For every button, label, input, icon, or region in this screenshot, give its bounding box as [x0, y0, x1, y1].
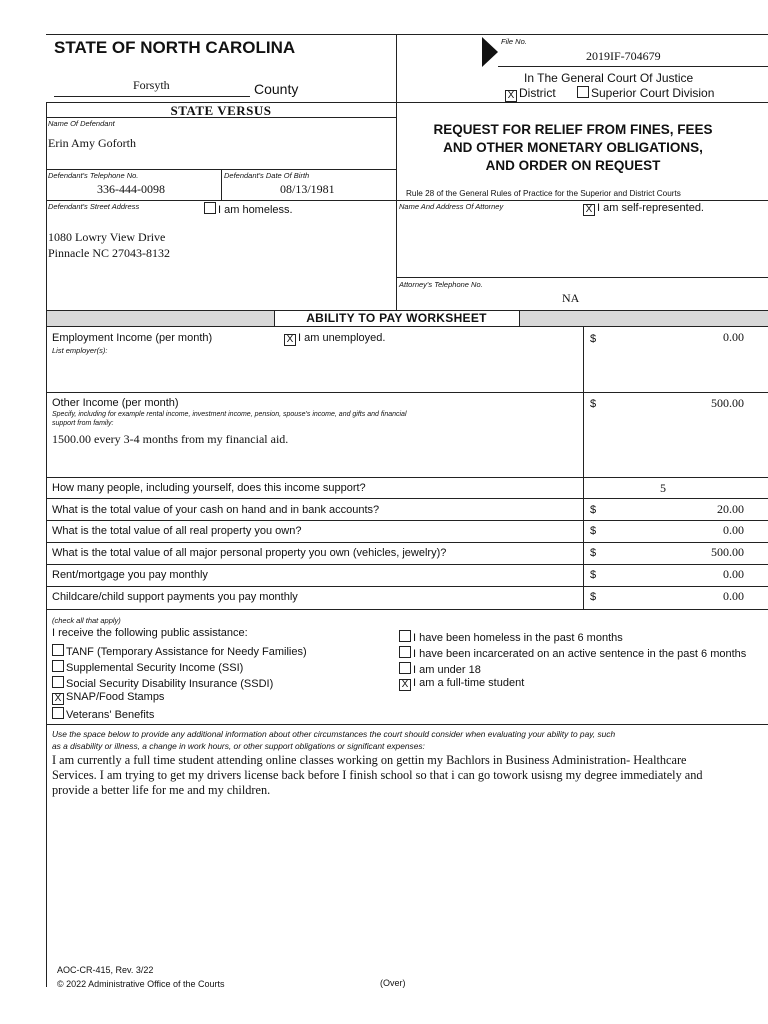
full-time-student-label: I am a full-time student — [413, 677, 525, 689]
district-checkbox[interactable]: X — [505, 90, 517, 102]
request-title-line-2: AND OTHER MONETARY OBLIGATIONS, — [443, 140, 703, 155]
rent-currency: $ — [590, 569, 597, 581]
district-option[interactable] — [505, 86, 556, 102]
ssdi-label: Social Security Disability Insurance (SSDI) — [66, 678, 274, 690]
cash-currency: $ — [590, 504, 597, 516]
form-number: AOC-CR-415, Rev. 3/22 — [57, 965, 154, 975]
county-label: County — [254, 81, 299, 97]
tanf-option[interactable] — [52, 644, 307, 658]
other-income-detail: 1500.00 every 3-4 months from my financial aid. — [52, 432, 289, 446]
veterans-label: Veterans' Benefits — [66, 709, 155, 721]
homeless-option[interactable] — [204, 202, 293, 216]
veterans-checkbox[interactable] — [52, 707, 64, 719]
state-title: STATE OF NORTH CAROLINA — [54, 38, 296, 57]
request-title-line-1: REQUEST FOR RELIEF FROM FINES, FEES — [433, 122, 713, 137]
worksheet-title: ABILITY TO PAY WORKSHEET — [306, 311, 487, 325]
real-property-currency: $ — [590, 525, 597, 537]
employment-income-label: Employment Income (per month) — [52, 332, 213, 344]
defendant-name: Erin Amy Goforth — [48, 136, 136, 150]
ssi-label: Supplemental Security Income (SSI) — [66, 662, 244, 674]
ssi-checkbox[interactable] — [52, 660, 64, 672]
tanf-checkbox[interactable] — [52, 644, 64, 656]
defendant-name-label: Name Of Defendant — [48, 119, 115, 128]
homeless-past-checkbox[interactable] — [399, 630, 411, 642]
defendant-phone: 336-444-0098 — [97, 182, 165, 196]
veterans-option[interactable] — [52, 707, 154, 721]
request-title — [400, 121, 746, 175]
homeless-past-label: I have been homeless in the past 6 months — [413, 632, 623, 644]
full-time-student-checkbox[interactable]: X — [399, 679, 411, 691]
defendant-dob: 08/13/1981 — [280, 182, 335, 196]
county-value: Forsyth — [133, 78, 170, 92]
personal-property-question: What is the total value of all major personal property you own (vehicles, jewelry)? — [52, 547, 447, 559]
superior-label: Superior Court Division — [591, 86, 715, 100]
under-18-label: I am under 18 — [413, 664, 481, 676]
employment-currency: $ — [590, 333, 597, 345]
full-time-student-option[interactable] — [399, 677, 524, 691]
real-property-amount: 0.00 — [723, 523, 744, 537]
over-note: (Over) — [380, 978, 406, 988]
childcare-amount: 0.00 — [723, 589, 744, 603]
attorney-phone: NA — [562, 291, 580, 305]
cash-question: What is the total value of your cash on hand and in bank accounts? — [52, 504, 380, 516]
rent-question: Rent/mortgage you pay monthly — [52, 569, 208, 581]
cash-amount: 20.00 — [717, 502, 744, 516]
unemployed-checkbox[interactable]: X — [284, 334, 296, 346]
self-represented-option[interactable] — [583, 202, 704, 216]
self-represented-checkbox[interactable]: X — [583, 204, 595, 216]
other-income-amount: 500.00 — [711, 396, 744, 410]
unemployed-label: I am unemployed. — [298, 332, 386, 344]
address-label: Defendant's Street Address — [48, 202, 140, 211]
district-label: District — [519, 86, 556, 100]
employment-amount: 0.00 — [723, 330, 744, 344]
additional-text-line-2: Services. I am trying to get my drivers license back before I finish school so that i can go towork usisng my degree immediately and — [52, 768, 703, 782]
additional-instructions-1: Use the space below to provide any additional information about other circumstances the court should consider when evaluating your ability to pay, such — [52, 729, 616, 739]
additional-text-line-3: provide a better life for me and my children. — [52, 783, 271, 797]
homeless-checkbox[interactable] — [204, 202, 216, 214]
people-supported-question: How many people, including yourself, does this income support? — [52, 482, 366, 494]
personal-property-amount: 500.00 — [711, 545, 744, 559]
state-versus-heading: STATE VERSUS — [170, 103, 272, 118]
self-represented-label: I am self-represented. — [597, 202, 704, 214]
homeless-past-option[interactable] — [399, 630, 623, 644]
address-line-1: 1080 Lowry View Drive — [48, 230, 166, 244]
ssdi-checkbox[interactable] — [52, 676, 64, 688]
superior-option[interactable] — [577, 86, 714, 100]
tanf-label: TANF (Temporary Assistance for Needy Families) — [66, 646, 307, 658]
additional-text — [52, 753, 703, 798]
snap-label: SNAP/Food Stamps — [66, 691, 165, 703]
ssdi-option[interactable] — [52, 676, 273, 690]
rule-reference: Rule 28 of the General Rules of Practice for the Superior and District Courts — [406, 189, 681, 198]
list-employers-label: List employer(s): — [52, 346, 108, 355]
under-18-checkbox[interactable] — [399, 662, 411, 674]
address-line-2: Pinnacle NC 27043-8132 — [48, 246, 170, 260]
request-title-line-3: AND ORDER ON REQUEST — [485, 158, 661, 173]
other-income-note-2: support from family: — [52, 420, 114, 427]
personal-property-currency: $ — [590, 547, 597, 559]
copyright: © 2022 Administrative Office of the Courts — [57, 979, 225, 989]
incarcerated-option[interactable] — [399, 646, 746, 660]
file-no-label: File No. — [501, 37, 527, 46]
incarcerated-label: I have been incarcerated on an active sentence in the past 6 months — [413, 648, 747, 660]
check-all-note: (check all that apply) — [52, 616, 121, 625]
court-title: In The General Court Of Justice — [524, 71, 694, 85]
other-income-note-1: Specify, including for example rental income, investment income, pension, spouse's income, and gifts and financial — [52, 411, 407, 418]
additional-text-line-1: I am currently a full time student attending online classes working on gettin my Bachlors in Business Administration- Healthcare — [52, 753, 687, 767]
additional-instructions-2: as a disability or illness, a change in work hours, or other support obligations or significant expenses: — [52, 741, 425, 751]
attorney-phone-label: Attorney's Telephone No. — [399, 280, 483, 289]
childcare-currency: $ — [590, 591, 597, 603]
people-supported-value: 5 — [660, 481, 666, 495]
under-18-option[interactable] — [399, 662, 481, 676]
homeless-label: I am homeless. — [218, 204, 293, 216]
file-no-arrow-icon — [482, 37, 498, 67]
unemployed-option[interactable] — [284, 332, 385, 346]
attorney-label: Name And Address Of Attorney — [399, 202, 504, 211]
rent-amount: 0.00 — [723, 567, 744, 581]
file-no-value: 2019IF-704679 — [586, 49, 661, 63]
snap-checkbox[interactable]: X — [52, 693, 64, 705]
dob-label: Defendant's Date Of Birth — [224, 171, 310, 180]
childcare-question: Childcare/child support payments you pay monthly — [52, 591, 298, 603]
superior-checkbox[interactable] — [577, 86, 589, 98]
other-income-label: Other Income (per month) — [52, 397, 179, 409]
snap-option[interactable] — [52, 691, 164, 705]
ssi-option[interactable] — [52, 660, 243, 674]
real-property-question: What is the total value of all real property you own? — [52, 525, 302, 537]
assistance-intro: I receive the following public assistance: — [52, 627, 248, 639]
incarcerated-checkbox[interactable] — [399, 646, 411, 658]
other-income-currency: $ — [590, 398, 597, 410]
defendant-phone-label: Defendant's Telephone No. — [48, 171, 139, 180]
